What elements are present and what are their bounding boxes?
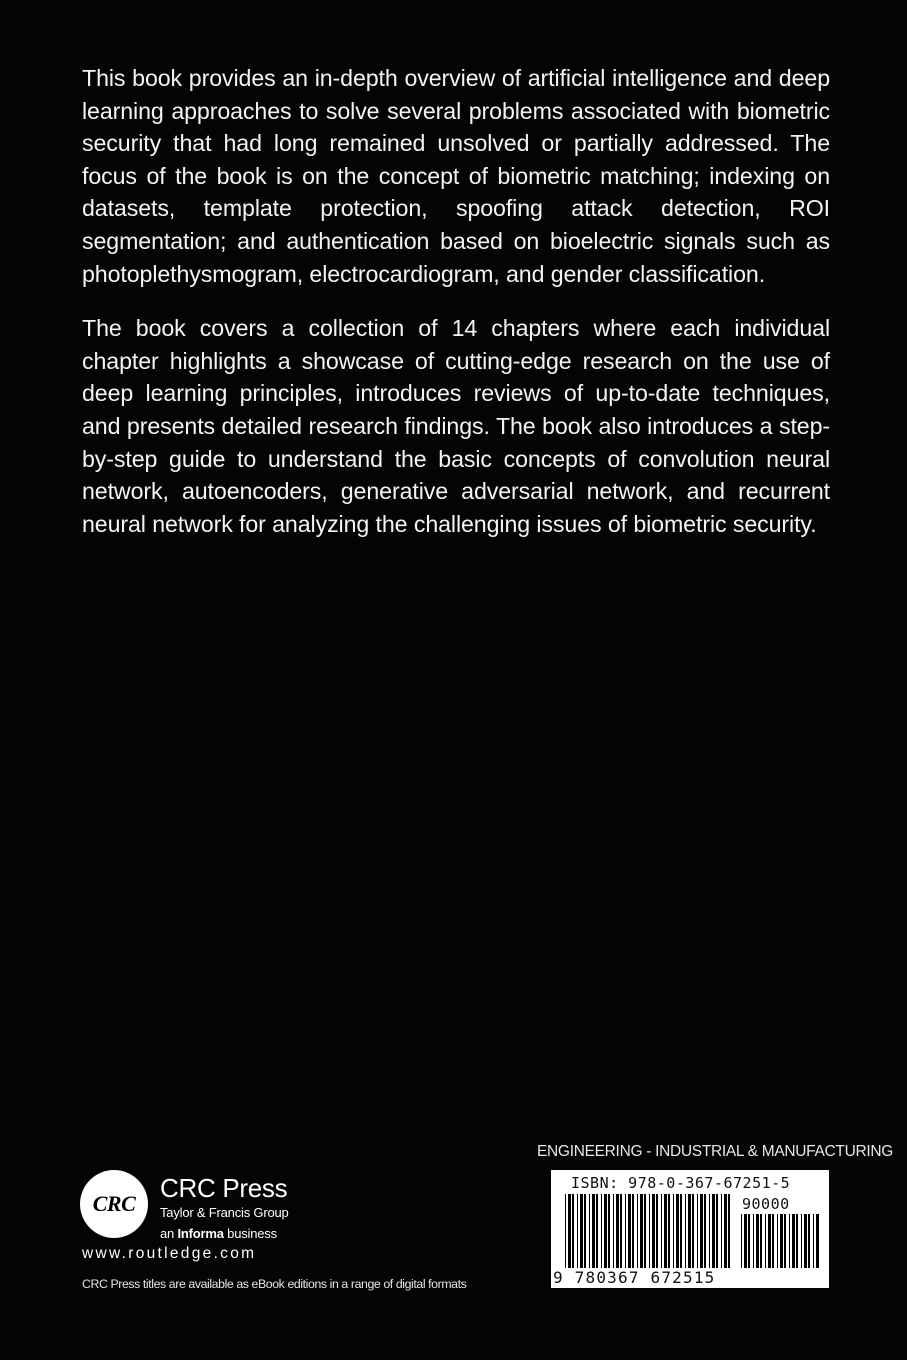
barcode-bar bbox=[649, 1194, 650, 1268]
barcode-bar bbox=[640, 1194, 643, 1268]
barcode-bar bbox=[760, 1214, 762, 1268]
barcode-bar bbox=[664, 1194, 667, 1268]
barcode-bar bbox=[685, 1194, 686, 1268]
barcode-bar bbox=[768, 1214, 771, 1268]
barcode-bar bbox=[697, 1194, 698, 1268]
barcode-bar bbox=[596, 1194, 598, 1268]
barcode-bar bbox=[813, 1214, 814, 1268]
barcode-bar bbox=[741, 1214, 742, 1268]
barcode-bar bbox=[620, 1194, 622, 1268]
barcode-bar bbox=[616, 1194, 619, 1268]
barcode-bar bbox=[753, 1214, 754, 1268]
barcode-bar bbox=[716, 1194, 718, 1268]
barcode-bar bbox=[673, 1194, 674, 1268]
barcode-bar bbox=[748, 1214, 750, 1268]
publisher-website: www.routledge.com bbox=[82, 1245, 257, 1262]
price-code: 90000 bbox=[742, 1195, 790, 1213]
business-suffix: business bbox=[223, 1226, 277, 1241]
crc-logo-icon bbox=[80, 1170, 148, 1238]
barcode-bar bbox=[765, 1214, 766, 1268]
barcode-bar bbox=[756, 1214, 759, 1268]
isbn-label: ISBN: 978-0-367-67251-5 bbox=[571, 1174, 791, 1192]
barcode-bar bbox=[688, 1194, 691, 1268]
barcode-bar bbox=[625, 1194, 626, 1268]
barcode-bar bbox=[632, 1194, 634, 1268]
business-bold: Informa bbox=[177, 1226, 224, 1241]
barcode-bar bbox=[676, 1194, 679, 1268]
barcode-bar bbox=[656, 1194, 658, 1268]
barcode-bar bbox=[644, 1194, 646, 1268]
barcode-bar bbox=[801, 1214, 802, 1268]
barcode-bar bbox=[580, 1194, 583, 1268]
barcode-bar bbox=[792, 1214, 795, 1268]
barcode-bar bbox=[712, 1194, 715, 1268]
isbn-barcode bbox=[551, 1170, 829, 1288]
barcode-bar bbox=[700, 1194, 703, 1268]
barcode-bar bbox=[668, 1194, 670, 1268]
barcode-bar bbox=[777, 1214, 778, 1268]
barcode-bar bbox=[565, 1194, 566, 1268]
blurb-paragraph-2: The book covers a collection of 14 chapters where each individual chapter highlights a showcase of cutting-edge research on the use of deep learning principles, introduces reviews of up-to-date techniques, and presents detailed research findings. The book also introduces a step-by-step guide to understand the basic concepts of convolution neural network, autoencoders, generative adversarial network, and recurrent neural network for analyzing the challenging issues of biometric security. bbox=[82, 315, 830, 537]
barcode-bar bbox=[692, 1194, 694, 1268]
barcode-bar bbox=[724, 1194, 727, 1268]
barcode-bar bbox=[592, 1194, 595, 1268]
barcode-bar bbox=[772, 1214, 774, 1268]
barcode-bar bbox=[784, 1214, 786, 1268]
barcode-bar bbox=[728, 1194, 730, 1268]
publisher-business bbox=[160, 1226, 277, 1241]
blurb-paragraph-1: This book provides an in-depth overview of artificial intelligence and deep learning approaches to solve several problems associated with biometric security that had long remained unsolved or partially addressed. The focus of the book is on the concept of biometric matching; indexing on datasets, template protection, spoofing attack detection, ROI segmentation; and authentication based on bioelectric signals such as photoplethysmogram, electrocardiogram, and gender classification. bbox=[82, 65, 830, 287]
barcode-bar bbox=[589, 1194, 590, 1268]
barcode-bar bbox=[572, 1194, 574, 1268]
barcode-bar bbox=[789, 1214, 790, 1268]
barcode-bar bbox=[584, 1194, 586, 1268]
barcode-bar bbox=[628, 1194, 631, 1268]
barcode-bar bbox=[608, 1194, 610, 1268]
barcode-bar bbox=[661, 1194, 662, 1268]
barcode-bar bbox=[613, 1194, 614, 1268]
back-cover-blurb bbox=[82, 62, 830, 562]
barcode-bar bbox=[709, 1194, 710, 1268]
barcode-bar bbox=[704, 1194, 706, 1268]
business-prefix: an bbox=[160, 1226, 178, 1241]
barcode-bar bbox=[604, 1194, 607, 1268]
barcode-bar bbox=[816, 1214, 819, 1268]
barcode-bar bbox=[652, 1194, 655, 1268]
barcode-bar bbox=[808, 1214, 810, 1268]
barcode-bar bbox=[577, 1194, 578, 1268]
barcode-bar bbox=[796, 1214, 798, 1268]
barcode-bar bbox=[680, 1194, 682, 1268]
barcode-bar bbox=[601, 1194, 602, 1268]
subject-category: ENGINEERING - INDUSTRIAL & MANUFACTURING bbox=[537, 1143, 894, 1160]
publisher-group: Taylor & Francis Group bbox=[160, 1205, 289, 1220]
ebook-note: CRC Press titles are available as eBook editions in a range of digital formats bbox=[82, 1277, 467, 1291]
crc-logo-text: CRC bbox=[92, 1191, 136, 1216]
barcode-bar bbox=[804, 1214, 807, 1268]
barcode-bar bbox=[568, 1194, 571, 1268]
publisher-name: CRC Press bbox=[160, 1173, 288, 1203]
barcode-bar bbox=[637, 1194, 638, 1268]
barcode-bar bbox=[721, 1194, 722, 1268]
barcode-bar bbox=[744, 1214, 747, 1268]
barcode-bar bbox=[780, 1214, 783, 1268]
ean-digits: 9 780367 672515 bbox=[553, 1268, 716, 1287]
